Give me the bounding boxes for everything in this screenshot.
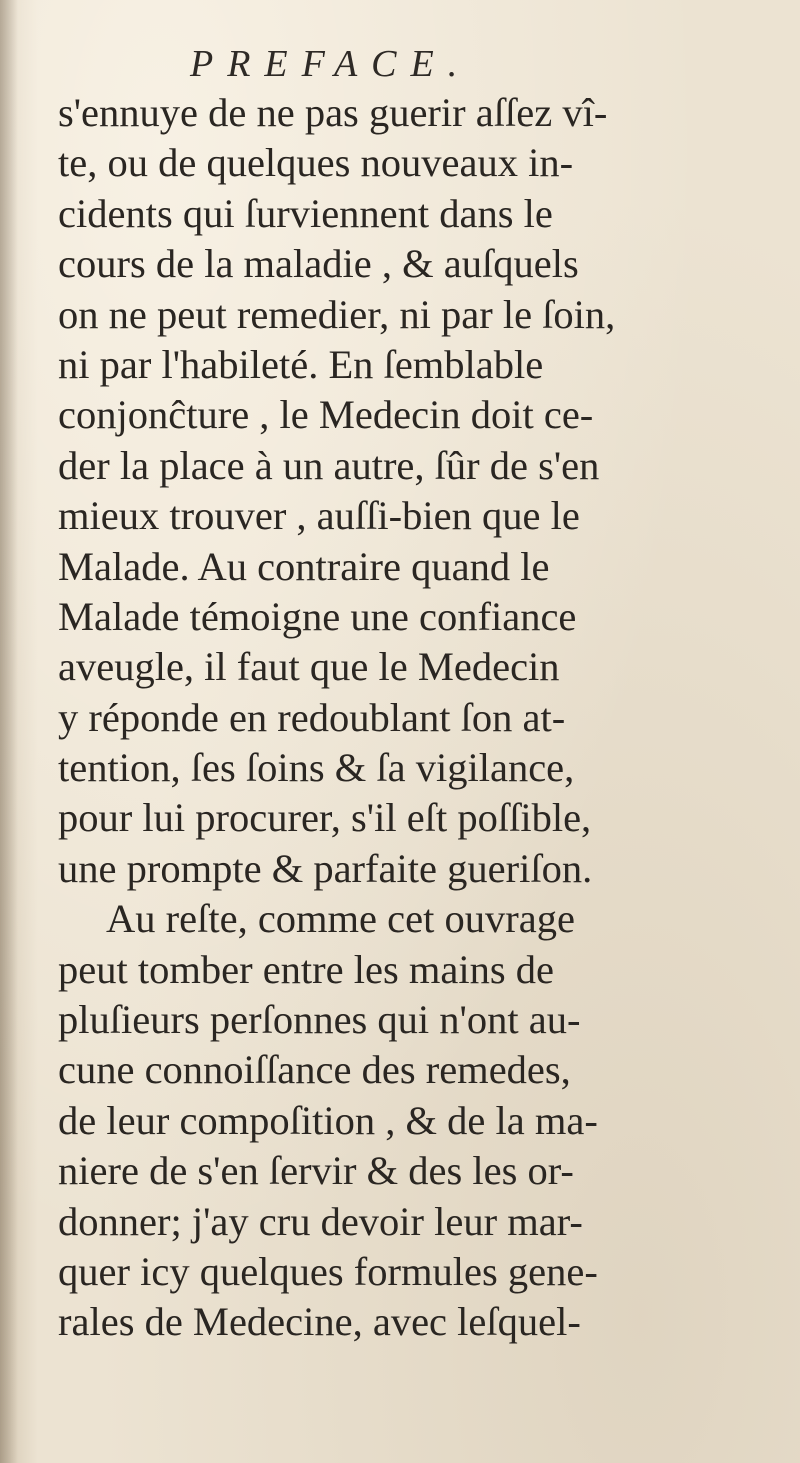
body-text xyxy=(58,88,784,1348)
text-line: niere de s'en ſervir & des les or- xyxy=(58,1148,574,1194)
text-line: aveugle, il faut que le Medecin xyxy=(58,644,560,690)
text-line: pluſieurs perſonnes qui n'ont au- xyxy=(58,997,581,1043)
binding-gutter xyxy=(0,0,18,1463)
text-line: mieux trouver , auſſi-bien que le xyxy=(58,493,580,539)
text-line: cune connoiſſance des remedes, xyxy=(58,1047,571,1093)
text-line: donner; j'ay cru devoir leur mar- xyxy=(58,1198,583,1244)
text-line: s'ennuye de ne pas guerir aſſez vî- xyxy=(58,90,608,135)
text-line: tention, ſes ſoins & ſa vigilance, xyxy=(58,745,575,791)
paragraph-start-line: Au reſte, comme cet ouvrage xyxy=(106,896,575,942)
text-line: ni par l'habileté. En ſemblable xyxy=(58,341,544,387)
text-line: cours de la maladie , & auſquels xyxy=(58,241,579,287)
text-line: on ne peut remedier, ni par le ſoin, xyxy=(58,291,616,337)
text-line: rales de Medecine, avec leſquel- xyxy=(58,1299,581,1345)
text-line: quer icy quelques formules gene- xyxy=(58,1248,598,1294)
text-line: pour lui procurer, s'il eſt poſſible, xyxy=(58,795,592,841)
text-line: Malade. Au contraire quand le xyxy=(58,543,550,589)
text-line: de leur compoſition , & de la ma- xyxy=(58,1097,598,1143)
text-line: une prompte & parfaite gueriſon. xyxy=(58,845,593,891)
text-line: peut tomber entre les mains de xyxy=(58,946,554,992)
text-line: Malade témoigne une confiance xyxy=(58,593,577,639)
text-line: der la place à un autre, ſûr de s'en xyxy=(58,442,600,488)
text-line: conjonĉture , le Medecin doit ce- xyxy=(58,392,594,438)
text-line: te, ou de quelques nouveaux in- xyxy=(58,140,574,186)
text-line: y réponde en redoublant ſon at- xyxy=(58,694,566,740)
text-line: cidents qui ſurviennent dans le xyxy=(58,190,553,236)
running-head: PREFACE. xyxy=(190,43,472,85)
